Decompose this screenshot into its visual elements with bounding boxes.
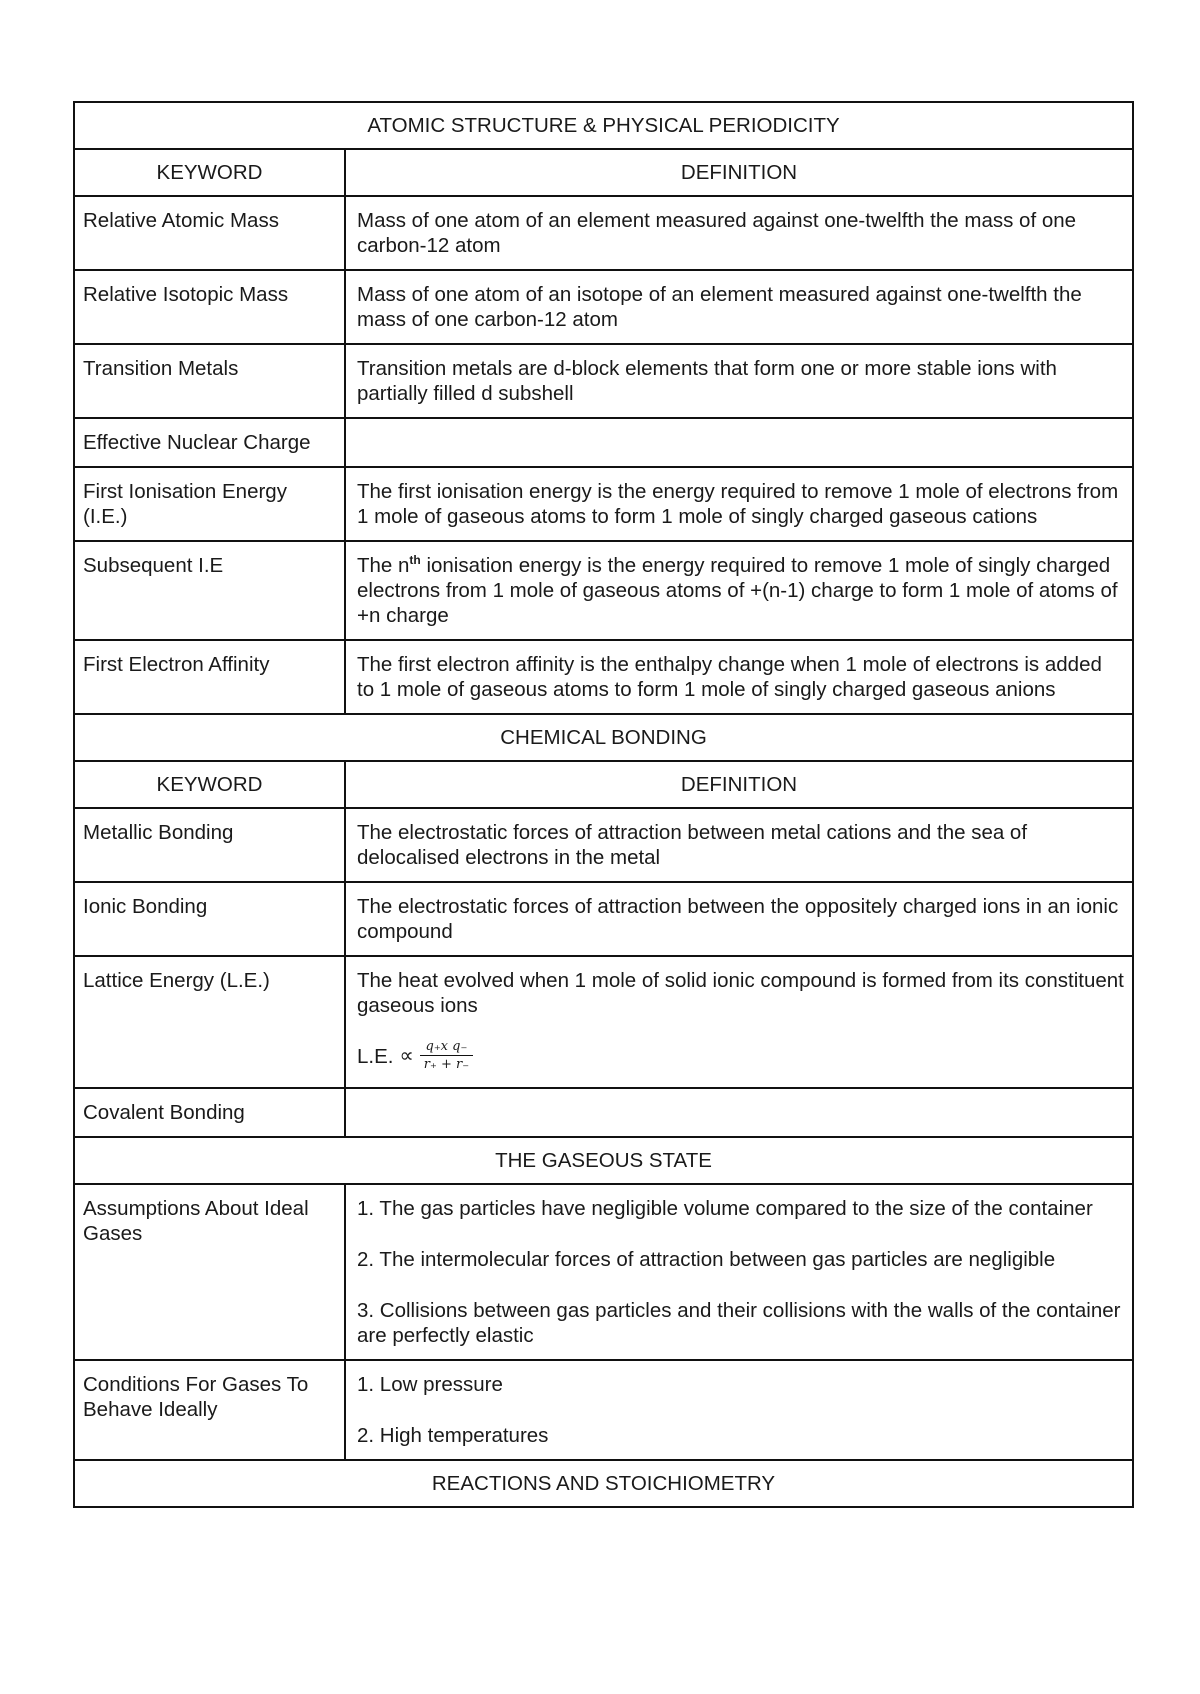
definition-text: The heat evolved when 1 mole of solid ionic compound is formed from its constituent gaseous ions [357, 969, 1124, 1017]
condition-point: 1. Low pressure [357, 1373, 503, 1396]
keyword-cell: Relative Isotopic Mass [74, 270, 345, 344]
definition-suffix: ionisation energy is the energy required to remove 1 mole of singly charged electrons from 1 mole of gaseous atoms of +(n-1) charge to form 1 mole of atoms of +n charge [357, 554, 1118, 627]
definition-cell [345, 1184, 1133, 1360]
definition-cell: The first ionisation energy is the energy required to remove 1 mole of electrons from 1 mole of gaseous atoms to form 1 mole of singly charged gaseous cations [345, 467, 1133, 541]
keyword-cell: Assumptions About Ideal Gases [74, 1184, 345, 1360]
assumption-point: 1. The gas particles have negligible volume compared to the size of the container [357, 1197, 1093, 1220]
keyword-cell: Conditions For Gases To Behave Ideally [74, 1360, 345, 1460]
table-row [74, 1184, 1133, 1360]
table-row [74, 808, 1133, 882]
definition-cell: Mass of one atom of an isotope of an element measured against one-twelfth the mass of one carbon-12 atom [345, 270, 1133, 344]
definition-cell: The electrostatic forces of attraction between the oppositely charged ions in an ionic compound [345, 882, 1133, 956]
keyword-header: KEYWORD [74, 761, 345, 808]
section-title: THE GASEOUS STATE [74, 1137, 1133, 1184]
section-title: REACTIONS AND STOICHIOMETRY [74, 1460, 1133, 1507]
keyword-cell: Subsequent I.E [74, 541, 345, 640]
table-row [74, 956, 1133, 1088]
definition-cell: Transition metals are d-block elements that form one or more stable ions with partially filled d subshell [345, 344, 1133, 418]
table-row [74, 270, 1133, 344]
keyword-cell: First Electron Affinity [74, 640, 345, 714]
section-header-gaseous [74, 1137, 1133, 1184]
definition-cell [345, 1360, 1133, 1460]
keyword-header: KEYWORD [74, 149, 345, 196]
table-row [74, 640, 1133, 714]
table-row [74, 418, 1133, 467]
table-row [74, 541, 1133, 640]
definition-cell: The first electron affinity is the enthalpy change when 1 mole of electrons is added to 1 mole of gaseous atoms to form 1 mole of singly charged gaseous anions [345, 640, 1133, 714]
section-header-atomic [74, 102, 1133, 149]
keyword-cell: Relative Atomic Mass [74, 196, 345, 270]
section-title: ATOMIC STRUCTURE & PHYSICAL PERIODICITY [74, 102, 1133, 149]
table-row [74, 882, 1133, 956]
keyword-cell: Covalent Bonding [74, 1088, 345, 1137]
section-header-bonding [74, 714, 1133, 761]
definition-cell [345, 541, 1133, 640]
definition-cell: The electrostatic forces of attraction between metal cations and the sea of delocalised electrons in the metal [345, 808, 1133, 882]
table-row [74, 1360, 1133, 1460]
keyword-cell: Transition Metals [74, 344, 345, 418]
table-row [74, 344, 1133, 418]
lattice-energy-formula [357, 1040, 1124, 1072]
proportional-symbol: ∝ [399, 1044, 414, 1067]
column-header-row [74, 761, 1133, 808]
definition-cell-empty [345, 1088, 1133, 1137]
definition-header: DEFINITION [345, 149, 1133, 196]
formula-fraction [420, 1040, 473, 1072]
definition-cell: Mass of one atom of an element measured against one-twelfth the mass of one carbon-12 atom [345, 196, 1133, 270]
table-row [74, 467, 1133, 541]
superscript-th: th [409, 553, 421, 568]
keyword-cell: First Ionisation Energy (I.E.) [74, 467, 345, 541]
keyword-cell: Effective Nuclear Charge [74, 418, 345, 467]
formula-label: L.E. [357, 1044, 394, 1068]
assumption-point: 2. The intermolecular forces of attraction between gas particles are negligible [357, 1248, 1056, 1271]
table-row [74, 1088, 1133, 1137]
keyword-cell: Lattice Energy (L.E.) [74, 956, 345, 1088]
condition-point: 2. High temperatures [357, 1424, 549, 1447]
formula-denominator: r₊ + r₋ [423, 1057, 470, 1072]
section-header-reactions [74, 1460, 1133, 1507]
section-title: CHEMICAL BONDING [74, 714, 1133, 761]
definitions-table [73, 101, 1134, 1508]
definition-cell-empty [345, 418, 1133, 467]
keyword-cell: Ionic Bonding [74, 882, 345, 956]
definition-header: DEFINITION [345, 761, 1133, 808]
column-header-row [74, 149, 1133, 196]
definition-cell [345, 956, 1133, 1088]
assumption-point: 3. Collisions between gas particles and their collisions with the walls of the container are perfectly elastic [357, 1299, 1121, 1347]
formula-numerator: q₊x q₋ [425, 1039, 468, 1054]
keyword-cell: Metallic Bonding [74, 808, 345, 882]
definition-prefix: The n [357, 554, 410, 577]
table-row [74, 196, 1133, 270]
